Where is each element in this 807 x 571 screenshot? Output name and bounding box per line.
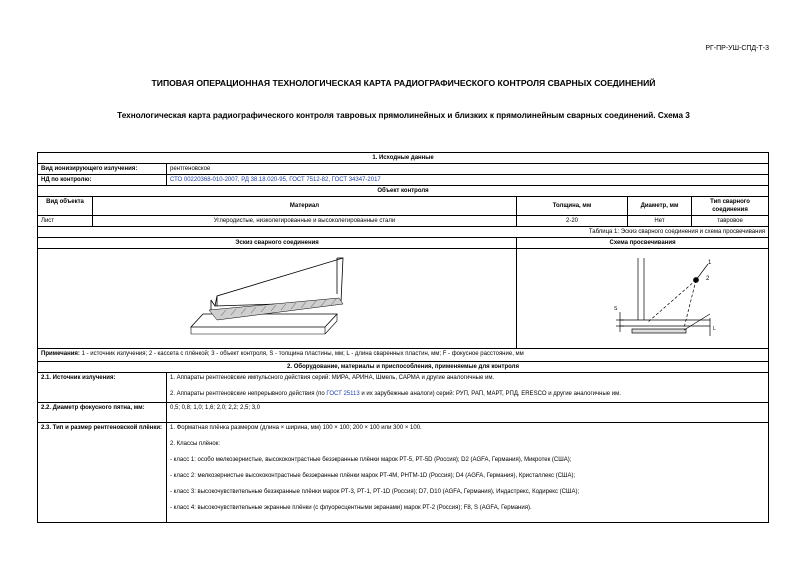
page-subtitle: Технологическая карта радиографического контроля тавровых прямолинейных и близких к прямолинейным сварных соединений. Схема 3 — [117, 111, 690, 120]
cell-material: Углеродистые, низколегированные и высоколегированные стали — [93, 216, 517, 227]
tech-card-table — [37, 152, 769, 523]
weld-sketch-cell — [38, 249, 517, 349]
col-object-kind: Вид объекта — [38, 197, 93, 216]
col-diameter: Диаметр, мм — [628, 197, 692, 216]
table-caption: Таблица 1: Эскиз сварного соединения и схема просвечивания — [38, 227, 769, 238]
nd-value-link[interactable]: СТО 00220368-010-2007, РД 38.18.020-95, ГОСТ 7512-82, ГОСТ 34347-2017 — [167, 175, 769, 186]
film-value — [167, 423, 769, 523]
film-line-3: - класс 1: особо мелкозернистые, высококонтрастные безэкранные плёнки марок РТ-5, РТ-5D (Россия); D2 (AGFA, Германия), Микротек (США); — [170, 457, 572, 463]
cell-thickness: 2-20 — [517, 216, 628, 227]
source-label: 2.1. Источник излучения: — [38, 373, 167, 403]
scheme-label-l: L — [713, 326, 716, 332]
cell-diameter: Нет — [628, 216, 692, 227]
scheme-label-s: S — [614, 306, 618, 312]
radiation-type-label: Вид ионизирующего излучения: — [38, 164, 167, 175]
sketch-heading: Эскиз сварного соединения — [38, 238, 517, 249]
section1-heading: 1. Исходные данные — [38, 153, 769, 164]
gost-25113-link[interactable]: ГОСТ 25113 — [326, 391, 360, 397]
film-line-2: 2. Классы плёнок: — [170, 441, 221, 447]
radiation-type-value: рентгеновское — [167, 164, 769, 175]
focal-spot-value: 0,5; 0,8; 1,0; 1,6; 2,0; 2,2; 2,5; 3,0 — [167, 403, 769, 423]
notes-label: Примечания: — [41, 351, 80, 357]
radiography-scheme — [520, 250, 769, 347]
col-joint-type: Тип сварного соединения — [692, 197, 769, 216]
scheme-cell — [517, 249, 769, 349]
nd-label: НД по контролю: — [38, 175, 167, 186]
col-material: Материал — [93, 197, 517, 216]
focal-spot-label: 2.2. Диаметр фокусного пятна, мм: — [38, 403, 167, 423]
scheme-heading: Схема просвечивания — [517, 238, 769, 249]
source-line-2-pre: 2. Аппараты рентгеновские непрерывного действия (по — [170, 391, 327, 397]
film-line-5: - класс 3: высокочувствительные безэкранные плёнки марок РТ-3, РТ-1, РТ-1D (Россия); D7, D10 (AGFA, Германия), Индастрекс, Кодирекс (США); — [170, 489, 580, 495]
source-line-1: 1. Аппараты рентгеновские импульсного действия серий: МИРА, АРИНА, Шмель, САРМА и другие аналогичные им. — [170, 375, 495, 381]
notes-text: 1 - источник излучения; 2 - кассета с плёнкой; 3 - объект контроля, S - толщина пластины, мм; L - длина сваренных пластин, мм; F - фокусное расстояние, мм — [81, 351, 524, 357]
film-label: 2.3. Тип и размер рентгеновской плёнки: — [38, 423, 167, 523]
col-thickness: Толщина, мм — [517, 197, 628, 216]
notes-row — [38, 349, 769, 362]
film-line-4: - класс 2: мелкозернистые высококонтрастные безэкранные плёнки марок РТ-4М, РНТМ-1D (Россия); D4 (AGFA, Германия), Кристаллекс (США); — [170, 473, 576, 479]
scheme-label-1: 1 — [708, 260, 712, 266]
object-heading: Объект контроля — [38, 186, 769, 197]
page-title: ТИПОВАЯ ОПЕРАЦИОННАЯ ТЕХНОЛОГИЧЕСКАЯ КАРТА РАДИОГРАФИЧЕСКОГО КОНТРОЛЯ СВАРНЫХ СОЕДИНЕНИЙ — [151, 78, 656, 88]
section2-heading: 2. Оборудование, материалы и приспособления, применяемые для контроля — [38, 362, 769, 373]
film-line-6: - класс 4: высокочувствительные экранные плёнки (с флуоресцентными экранами) марок РТ-2 (Россия); F8, S (AGFA, Германия). — [170, 505, 532, 511]
cell-object-kind: Лист — [38, 216, 93, 227]
source-line-2-post: и их зарубежные аналоги) серий: РУП, РАП, МАРТ, РПД, ERESCO и другие аналогичные им. — [359, 391, 621, 397]
source-value — [167, 373, 769, 403]
document-code: РГ-ПР-УШ-СПД-Т-3 — [705, 45, 769, 52]
weld-joint-sketch — [41, 250, 472, 347]
scheme-label-2: 2 — [706, 276, 710, 282]
cell-joint-type: тавровое — [692, 216, 769, 227]
film-line-1: 1. Форматная плёнка размером (длина × ширина, мм) 100 × 100; 200 × 100 или 300 × 100. — [170, 425, 422, 431]
source-line-2 — [170, 390, 765, 398]
